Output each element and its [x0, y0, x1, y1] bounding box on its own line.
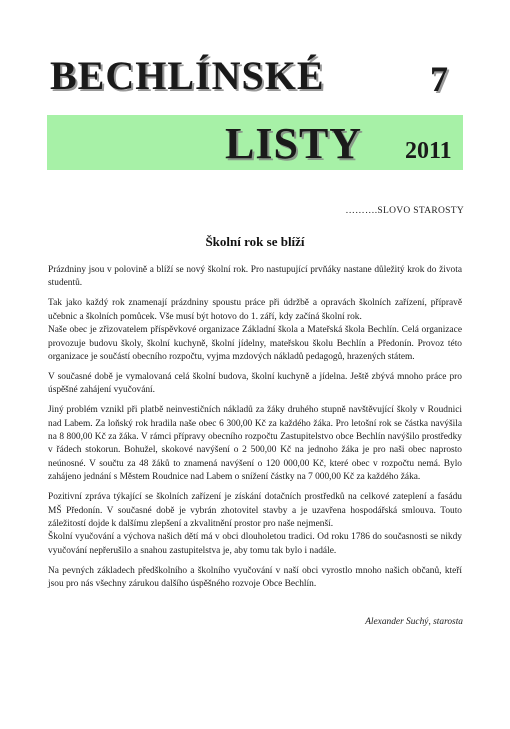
signature: Alexander Suchý, starosta	[365, 617, 463, 627]
issue-number: 7	[430, 59, 448, 99]
article-body	[48, 264, 462, 598]
article-paragraph: Tak jako každý rok znamenají prázdniny spoustu práce při údržbě a opravách školních zařízení, přípravě učebnic a školních pomůcek. Vše musí být hotovo do 1. září, kdy začíná školní rok.	[48, 298, 462, 322]
masthead-year: 2011	[405, 138, 452, 164]
article-paragraph: Na pevných základech předškolního a školního vyučování v naší obci vyrostlo mnoho našich občanů, kteří jsou pro nás všechny zárukou dalšího úspěšného rozvoje Obce Bechlín.	[48, 565, 462, 590]
article-paragraph: Prázdniny jsou v polovině a blíží se nový školní rok. Pro nastupující prvňáky nastane důležitý krok do života studentů.	[48, 265, 462, 289]
article-paragraph: Pozitivní zpráva týkající se školních zařízení je získání dotačních prostředků na celkové zateplení a fasádu MŠ Předonín. V současné době je vybrán zhotovitel stavby a je uzavřena hospodářská smlouva. Touto záležitostí dojde k dalšímu zlepšení a zkvalitnění prostor pro naše nejmenší.	[48, 492, 462, 529]
article-paragraph: V současné době je vymalovaná celá školní budova, školní kuchyně a jídelna. Ještě zbývá mnoho práce pro úspěšné zahájení vyučování.	[48, 371, 462, 396]
article-title: Školní rok se blíží	[205, 234, 305, 249]
masthead-title-top: BECHLÍNSKÉ	[50, 53, 325, 98]
article-paragraph: Školní vyučování a výchova našich dětí má v obci dlouholetou tradici. Od roku 1786 do současnosti se nikdy vyučování nepřerušilo a snahou zastupitelstva je, aby tomu tak bylo i nadále.	[48, 532, 462, 556]
masthead	[0, 0, 510, 175]
section-label: ……….SLOVO STAROSTY	[345, 206, 464, 216]
article-paragraph: Naše obec je zřizovatelem příspěvkové organizace Základní škola a Mateřská škola Bechlín. Celá organizace provozuje budovu školy, školní kuchyně, školní jídelny, mateřskou školu Bechlín a Předonín. Provoz této organizace je součástí obecního rozpočtu, vyjma mzdových nákladů pedagogů, hrazených státem.	[48, 325, 462, 362]
article-paragraph: Jiný problém vznikl při platbě neinvestičních nákladů za žáky druhého stupně navštěvující školy v Roudnici nad Labem. Za loňský rok hradila naše obec 6 300,00 Kč za každého žáka. Pro letošní rok se částka navýšila na 8 800,00 Kč za žáka. V rámci přípravy obecního rozpočtu Zastupitelstvo obce Bechlín navýšilo prostředky v řádech stokorun. Bohužel, skokové navýšení o 2 500,00 Kč na jednoho žáka je pro naši obec naprosto neúnosné. V součtu za 48 žáků to znamená navýšení o 120 000,00 Kč, které obec v rozpočtu nemá. Bylo zahájeno jednání s Městem Roudnice nad Labem o snížení částky na 7 000,00 Kč za každého žáka.	[48, 405, 462, 483]
masthead-title-bottom: LISTY	[225, 119, 363, 168]
